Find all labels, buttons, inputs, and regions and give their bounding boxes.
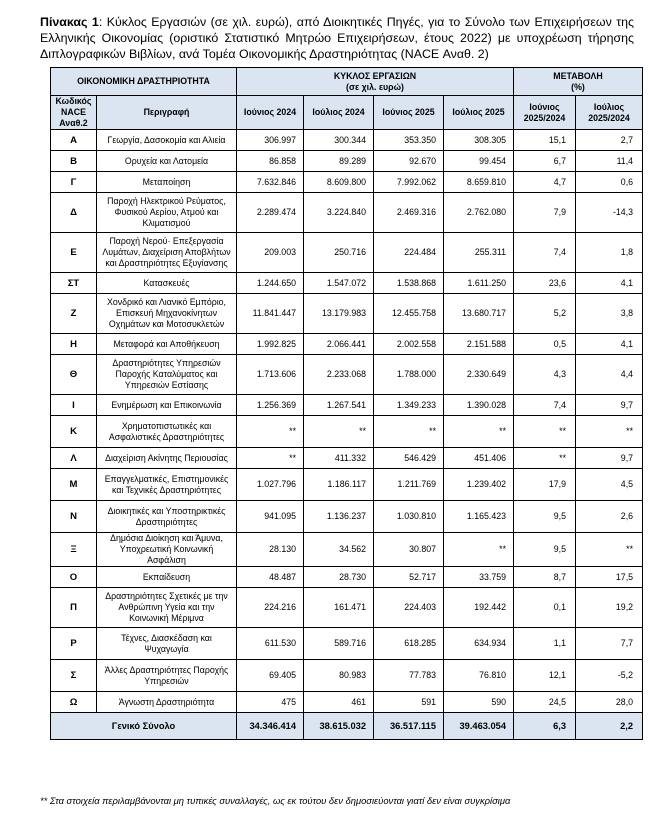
cell-jun-2024: 86.858 xyxy=(237,151,304,172)
cell-change-jun: 9,5 xyxy=(514,533,576,567)
cell-jun-2025: 52.717 xyxy=(374,567,444,588)
total-jun-2025: 36.517.115 xyxy=(374,713,444,740)
cell-change-jun: 17,9 xyxy=(514,469,576,501)
cell-jun-2024: 1.256.369 xyxy=(237,395,304,416)
table-row xyxy=(51,533,643,567)
cell-jun-2024: 2.289.474 xyxy=(237,193,304,233)
cell-jul-2024: 34.562 xyxy=(304,533,374,567)
table-row xyxy=(51,395,643,416)
table-title-prefix: Πίνακας 1 xyxy=(40,15,99,29)
cell-change-jun: 0,5 xyxy=(514,334,576,355)
cell-jun-2025: 224.403 xyxy=(374,588,444,628)
cell-jun-2024: 1.244.650 xyxy=(237,273,304,294)
cell-jul-2025: 308.305 xyxy=(444,130,514,151)
cell-description: Μεταφορά και Αποθήκευση xyxy=(97,334,237,355)
header-turnover-label: ΚΥΚΛΟΣ ΕΡΓΑΣΙΩΝ xyxy=(333,70,417,81)
cell-change-jul: 9,7 xyxy=(576,448,643,469)
cell-jun-2025: ** xyxy=(374,416,444,448)
header-change-label: ΜΕΤΑΒΟΛΗ xyxy=(553,70,603,81)
total-change-jul: 2,2 xyxy=(576,713,643,740)
cell-change-jul: 1,8 xyxy=(576,233,643,273)
cell-change-jul: -14,3 xyxy=(576,193,643,233)
table-row xyxy=(51,588,643,628)
table-row xyxy=(51,172,643,193)
cell-change-jul: 17,5 xyxy=(576,567,643,588)
cell-change-jun: 8,7 xyxy=(514,567,576,588)
cell-code: Η xyxy=(51,334,97,355)
cell-change-jul: 2,6 xyxy=(576,501,643,533)
cell-jul-2024: 1.136.237 xyxy=(304,501,374,533)
cell-jul-2025: 2.762.080 xyxy=(444,193,514,233)
cell-jun-2024: 69.405 xyxy=(237,660,304,692)
cell-code: Θ xyxy=(51,355,97,395)
cell-description: Δημόσια Διοίκηση και Άμυνα, Υποχρεωτική Κοινωνική Ασφάλιση xyxy=(97,533,237,567)
cell-change-jul: 11,4 xyxy=(576,151,643,172)
cell-description: Κατασκευές xyxy=(97,273,237,294)
table-title-text: : Κύκλος Εργασιών (σε χιλ. ευρώ), από Διοικητικές Πηγές, για το Σύνολο των Επιχειρήσεων της Ελληνικής Οικονομίας (οριστικό Στατιστικό Μητρώο Επιχειρήσεων, έτους 2022) με υποχρέωση τήρησης Διπλογραφικών Βιβλίων, ανά Τομέα Οικονομικής Δραστηριότητας (NACE Αναθ. 2) xyxy=(40,15,634,61)
cell-change-jun: 24,5 xyxy=(514,692,576,713)
cell-jun-2025: 92.670 xyxy=(374,151,444,172)
total-jun-2024: 34.346.414 xyxy=(237,713,304,740)
header-change-jul: Ιούλιος 2025/2024 xyxy=(576,96,643,130)
cell-code: Ε xyxy=(51,233,97,273)
cell-jun-2025: 353.350 xyxy=(374,130,444,151)
cell-change-jun: 0,1 xyxy=(514,588,576,628)
table-row xyxy=(51,448,643,469)
header-jul-2025: Ιούλιος 2025 xyxy=(444,96,514,130)
cell-jul-2024: 589.716 xyxy=(304,628,374,660)
header-code: Κωδικός NACE Αναθ.2 xyxy=(51,96,97,130)
cell-jun-2024: ** xyxy=(237,448,304,469)
cell-code: Σ xyxy=(51,660,97,692)
cell-jun-2024: 224.216 xyxy=(237,588,304,628)
cell-jul-2025: 2.330.649 xyxy=(444,355,514,395)
table-body xyxy=(51,130,643,713)
cell-code: Ν xyxy=(51,501,97,533)
total-label: Γενικό Σύνολο xyxy=(51,713,237,740)
cell-jul-2024: 161.471 xyxy=(304,588,374,628)
cell-jun-2025: 2.002.558 xyxy=(374,334,444,355)
cell-code: Ζ xyxy=(51,294,97,334)
header-activity: ΟΙΚΟΝΟΜΙΚΗ ΔΡΑΣΤΗΡΙΟΤΗΤΑ xyxy=(51,68,237,96)
cell-jun-2025: 1.538.868 xyxy=(374,273,444,294)
cell-jul-2024: 300.344 xyxy=(304,130,374,151)
cell-description: Παροχή Νερού· Επεξεργασία Λυμάτων, Διαχείριση Αποβλήτων και Δραστηριότητες Εξυγίανσης xyxy=(97,233,237,273)
cell-description: Γεωργία, Δασοκομία και Αλιεία xyxy=(97,130,237,151)
cell-description: Ορυχεία και Λατομεία xyxy=(97,151,237,172)
cell-jul-2024: 1.547.072 xyxy=(304,273,374,294)
cell-code: ΣΤ xyxy=(51,273,97,294)
cell-jun-2024: 941.095 xyxy=(237,501,304,533)
header-jun-2025: Ιούνιος 2025 xyxy=(374,96,444,130)
cell-code: Ι xyxy=(51,395,97,416)
cell-jul-2025: 1.390.028 xyxy=(444,395,514,416)
cell-jul-2025: ** xyxy=(444,533,514,567)
table-row xyxy=(51,151,643,172)
cell-change-jun: 15,1 xyxy=(514,130,576,151)
cell-jul-2025: 76.810 xyxy=(444,660,514,692)
cell-jul-2025: 192.442 xyxy=(444,588,514,628)
cell-change-jul: 0,6 xyxy=(576,172,643,193)
cell-jul-2025: 33.759 xyxy=(444,567,514,588)
cell-change-jun: 7,4 xyxy=(514,233,576,273)
cell-code: Ω xyxy=(51,692,97,713)
cell-description: Μεταποίηση xyxy=(97,172,237,193)
cell-jul-2024: 2.066.441 xyxy=(304,334,374,355)
cell-description: Άγνωστη Δραστηριότητα xyxy=(97,692,237,713)
cell-jun-2025: 1.788.000 xyxy=(374,355,444,395)
cell-change-jun: 7,9 xyxy=(514,193,576,233)
cell-code: Λ xyxy=(51,448,97,469)
footnote: ** Στα στοιχεία περιλαμβάνονται μη τυπικές συναλλαγές, ως εκ τούτου δεν δημοσιεύονται γιατί δεν είναι συγκρίσιμα xyxy=(40,795,511,806)
table-row xyxy=(51,416,643,448)
turnover-table xyxy=(50,67,643,740)
cell-jul-2025: 590 xyxy=(444,692,514,713)
cell-change-jul: 4,5 xyxy=(576,469,643,501)
cell-description: Διοικητικές και Υποστηρικτικές Δραστηριότητες xyxy=(97,501,237,533)
cell-code: Ρ xyxy=(51,628,97,660)
table-row xyxy=(51,501,643,533)
cell-jun-2024: 48.487 xyxy=(237,567,304,588)
cell-code: Β xyxy=(51,151,97,172)
cell-description: Δραστηριότητες Υπηρεσιών Παροχής Καταλύματος και Υπηρεσιών Εστίασης xyxy=(97,355,237,395)
header-jun-2024: Ιούνιος 2024 xyxy=(237,96,304,130)
table-row xyxy=(51,692,643,713)
cell-jul-2025: 255.311 xyxy=(444,233,514,273)
table-row xyxy=(51,294,643,334)
cell-jun-2025: 224.484 xyxy=(374,233,444,273)
cell-description: Χρηματοπιστωτικές και Ασφαλιστικές Δραστηριότητες xyxy=(97,416,237,448)
cell-change-jul: 4,1 xyxy=(576,273,643,294)
cell-jul-2024: 1.186.117 xyxy=(304,469,374,501)
cell-jul-2024: ** xyxy=(304,416,374,448)
table-row xyxy=(51,567,643,588)
cell-description: Τέχνες, Διασκέδαση και Ψυχαγωγία xyxy=(97,628,237,660)
cell-jul-2025: 634.934 xyxy=(444,628,514,660)
cell-change-jun: 9,5 xyxy=(514,501,576,533)
cell-change-jul: 7,7 xyxy=(576,628,643,660)
cell-jul-2025: 13.680.717 xyxy=(444,294,514,334)
header-description: Περιγραφή xyxy=(97,96,237,130)
cell-jun-2025: 2.469.316 xyxy=(374,193,444,233)
total-jul-2025: 39.463.054 xyxy=(444,713,514,740)
cell-jul-2025: 99.454 xyxy=(444,151,514,172)
cell-jul-2024: 250.716 xyxy=(304,233,374,273)
table-row xyxy=(51,628,643,660)
cell-jun-2025: 77.783 xyxy=(374,660,444,692)
cell-jun-2024: 28.130 xyxy=(237,533,304,567)
cell-jun-2024: 1.992.825 xyxy=(237,334,304,355)
cell-jul-2025: 1.165.423 xyxy=(444,501,514,533)
cell-jul-2024: 461 xyxy=(304,692,374,713)
header-change-unit: (%) xyxy=(571,81,585,92)
table-row xyxy=(51,355,643,395)
table-row xyxy=(51,130,643,151)
cell-jul-2025: 8.659.810 xyxy=(444,172,514,193)
cell-jul-2025: 451.406 xyxy=(444,448,514,469)
cell-jun-2025: 12.455.758 xyxy=(374,294,444,334)
cell-change-jun: ** xyxy=(514,448,576,469)
table-row xyxy=(51,233,643,273)
cell-change-jun: 4,3 xyxy=(514,355,576,395)
cell-description: Χονδρικό και Λιανικό Εμπόριο, Επισκευή Μηχανοκίνητων Οχημάτων και Μοτοσυκλετών xyxy=(97,294,237,334)
cell-code: Μ xyxy=(51,469,97,501)
cell-jul-2024: 2.233.068 xyxy=(304,355,374,395)
cell-jun-2025: 618.285 xyxy=(374,628,444,660)
cell-code: Π xyxy=(51,588,97,628)
cell-change-jul: 28,0 xyxy=(576,692,643,713)
header-turnover xyxy=(237,68,514,96)
cell-jul-2025: ** xyxy=(444,416,514,448)
cell-change-jun: 23,6 xyxy=(514,273,576,294)
cell-jun-2025: 1.030.810 xyxy=(374,501,444,533)
cell-code: Ο xyxy=(51,567,97,588)
cell-description: Εκπαίδευση xyxy=(97,567,237,588)
cell-jun-2025: 1.211.769 xyxy=(374,469,444,501)
cell-jun-2024: 11.841.447 xyxy=(237,294,304,334)
cell-jun-2024: 1.027.796 xyxy=(237,469,304,501)
total-row xyxy=(51,713,643,740)
cell-change-jul: 3,8 xyxy=(576,294,643,334)
cell-change-jul: 4,1 xyxy=(576,334,643,355)
cell-jun-2025: 546.429 xyxy=(374,448,444,469)
cell-jul-2024: 1.267.541 xyxy=(304,395,374,416)
table-row xyxy=(51,469,643,501)
table-row xyxy=(51,193,643,233)
header-change xyxy=(514,68,643,96)
cell-jul-2025: 1.239.402 xyxy=(444,469,514,501)
cell-jun-2025: 1.349.233 xyxy=(374,395,444,416)
header-turnover-unit: (σε χιλ. ευρώ) xyxy=(346,81,404,92)
cell-jul-2024: 89.289 xyxy=(304,151,374,172)
cell-description: Ενημέρωση και Επικοινωνία xyxy=(97,395,237,416)
cell-jul-2024: 28.730 xyxy=(304,567,374,588)
cell-change-jul: ** xyxy=(576,416,643,448)
cell-change-jun: 1,1 xyxy=(514,628,576,660)
cell-jun-2024: 611.530 xyxy=(237,628,304,660)
total-jul-2024: 38.615.032 xyxy=(304,713,374,740)
table-row xyxy=(51,334,643,355)
cell-jul-2025: 2.151.588 xyxy=(444,334,514,355)
cell-jul-2024: 8.609.800 xyxy=(304,172,374,193)
cell-code: Γ xyxy=(51,172,97,193)
header-change-jun: Ιούνιος 2025/2024 xyxy=(514,96,576,130)
cell-change-jun: 6,7 xyxy=(514,151,576,172)
cell-change-jun: 7,4 xyxy=(514,395,576,416)
cell-change-jul: ** xyxy=(576,533,643,567)
cell-change-jun: ** xyxy=(514,416,576,448)
cell-jul-2025: 1.611.250 xyxy=(444,273,514,294)
cell-change-jun: 5,2 xyxy=(514,294,576,334)
cell-description: Επαγγελματικές, Επιστημονικές και Τεχνικές Δραστηριότητες xyxy=(97,469,237,501)
cell-code: Ξ xyxy=(51,533,97,567)
cell-change-jul: -5,2 xyxy=(576,660,643,692)
table-title xyxy=(40,14,634,62)
cell-jun-2024: 306.997 xyxy=(237,130,304,151)
total-change-jun: 6,3 xyxy=(514,713,576,740)
cell-jun-2024: 209.003 xyxy=(237,233,304,273)
cell-jun-2025: 7.992.062 xyxy=(374,172,444,193)
cell-code: Κ xyxy=(51,416,97,448)
cell-change-jul: 2,7 xyxy=(576,130,643,151)
cell-jul-2024: 411.332 xyxy=(304,448,374,469)
cell-jul-2024: 80.983 xyxy=(304,660,374,692)
header-jul-2024: Ιούλιος 2024 xyxy=(304,96,374,130)
cell-description: Διαχείριση Ακίνητης Περιουσίας xyxy=(97,448,237,469)
cell-description: Δραστηριότητες Σχετικές με την Ανθρώπινη Υγεία και την Κοινωνική Μέριμνα xyxy=(97,588,237,628)
table-row xyxy=(51,273,643,294)
cell-jun-2024: 7.632.846 xyxy=(237,172,304,193)
cell-change-jul: 9,7 xyxy=(576,395,643,416)
cell-change-jun: 4,7 xyxy=(514,172,576,193)
cell-jun-2024: 475 xyxy=(237,692,304,713)
cell-jul-2024: 13.179.983 xyxy=(304,294,374,334)
cell-description: Άλλες Δραστηριότητες Παροχής Υπηρεσιών xyxy=(97,660,237,692)
cell-change-jul: 4,4 xyxy=(576,355,643,395)
cell-jun-2024: 1.713.606 xyxy=(237,355,304,395)
cell-jul-2024: 3.224.840 xyxy=(304,193,374,233)
cell-jun-2024: ** xyxy=(237,416,304,448)
cell-jun-2025: 30.807 xyxy=(374,533,444,567)
cell-change-jul: 19,2 xyxy=(576,588,643,628)
table-row xyxy=(51,660,643,692)
cell-description: Παροχή Ηλεκτρικού Ρεύματος, Φυσικού Αερίου, Ατμού και Κλιματισμού xyxy=(97,193,237,233)
cell-jun-2025: 591 xyxy=(374,692,444,713)
cell-change-jun: 12,1 xyxy=(514,660,576,692)
cell-code: Α xyxy=(51,130,97,151)
cell-code: Δ xyxy=(51,193,97,233)
